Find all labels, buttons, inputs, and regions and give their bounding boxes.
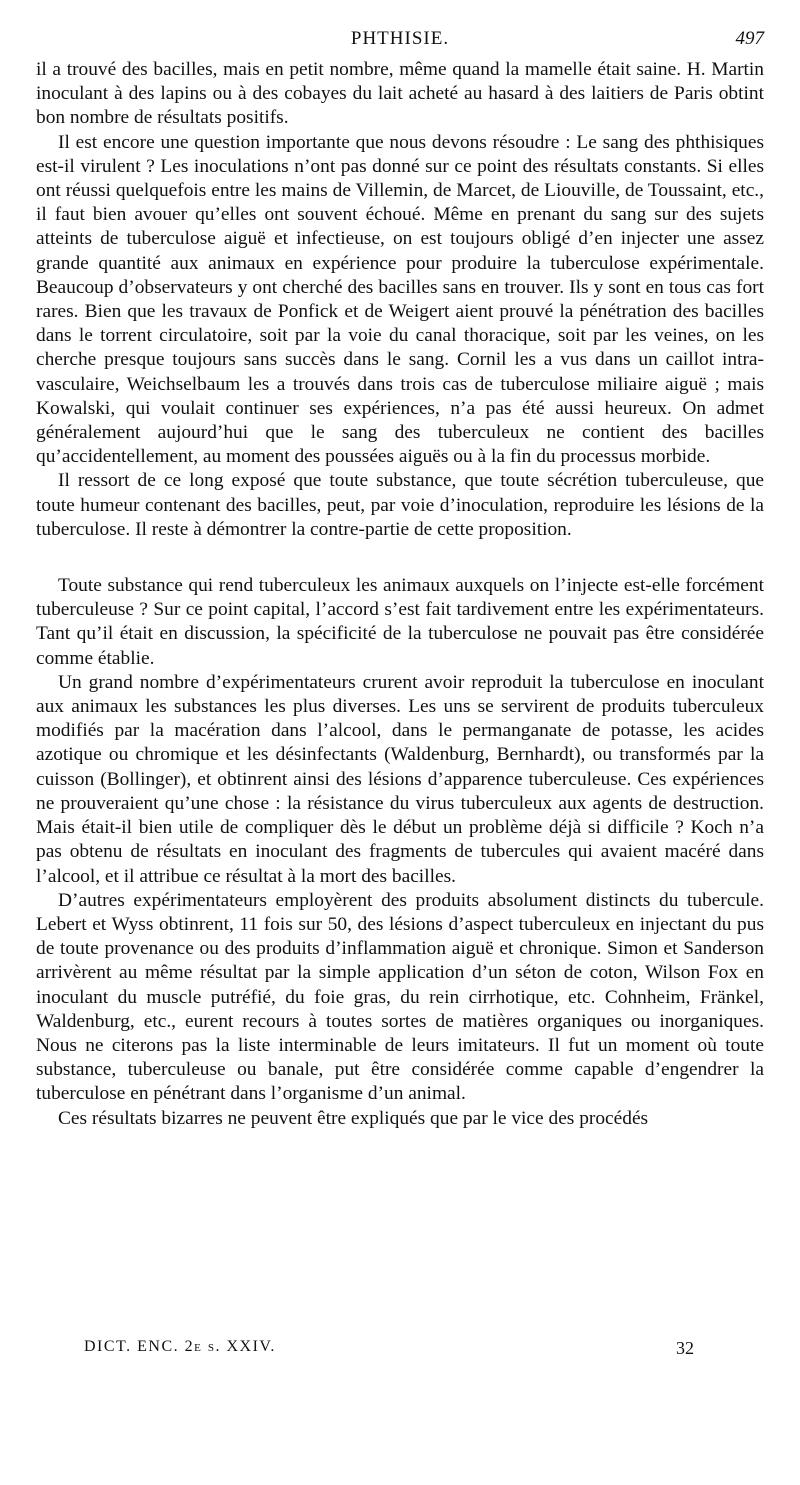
sheet-number: 32 <box>676 1338 694 1358</box>
printer-signature: DICT. ENC. 2e s. XXIV. <box>84 1338 276 1355</box>
paragraph-continued: il a trouvé des bacilles, mais en petit nombre, même quand la mamelle était saine. H. Martin inoculant à des lapins ou à des cobayes du lait acheté au hasard à des laitiers de Paris obtint bon nombre de résultats positifs. <box>36 59 764 129</box>
body-text <box>36 58 764 1131</box>
paragraph-blood-virulence: Il est encore une question importante que nous devons résoudre : Le sang des phthisiques est-il virulent ? Les inoculations n’ont pas donné sur ce point des résultats constants. Si elles ont réussi quelquefois entre les mains de Villemin, de Marcet, de Liouville, de Toussaint, etc., il faut bien avouer qu’elles ont souvent échoué. Même en prenant du sang sur des sujets atteints de tuberculose aiguë et infectieuse, on est toujours obligé d’en injecter une assez grande quantité aux animaux en expérience pour produire la tuberculose expérimentale. Beaucoup d’observateurs y ont cherché des bacilles sans en trouver. Ils y sont en tous cas fort rares. Bien que les travaux de Ponfick et de Weigert aient prouvé la pénétration des bacilles dans le torrent circulatoire, soit par la voie du canal thoracique, soit par les veines, on les cherche presque toujours sans succès dans le sang. Cornil les a vus dans un caillot intra-vasculaire, Weichselbaum les a trouvés dans trois cas de tuberculose miliaire aiguë ; mais Kowalski, qui voulait continuer ses expériences, n’a pas été aussi heureux. On admet généralement aujourd’hui que le sang des tuberculeux ne contient des bacilles qu’accidentellement, au moment des poussées aiguës ou à la fin du processus morbide. <box>36 131 764 468</box>
paragraph-conclusion: Il ressort de ce long exposé que toute substance, que toute sécrétion tuberculeuse, que toute humeur contenant des bacilles, peut, par voie d’inoculation, reproduire les lésions de la tuberculose. Il reste à démontrer la contre-partie de cette proposition. <box>36 470 764 540</box>
running-head <box>36 28 764 58</box>
paragraph-experimenters: Un grand nombre d’expérimentateurs crurent avoir reproduit la tuberculose en inoculant aux animaux les substances les plus diverses. Les uns se servirent de produits tuberculeux modifiés par la macération dans l’alcool, dans le permanganate de potasse, les acides azotique ou chromique et les désinfectants (Waldenburg, Bernhardt), ou transformés par la cuisson (Bollinger), et obtinrent ainsi des lésions d’apparence tuberculeuse. Ces expériences ne prouveraient qu’une chose : la résistance du virus tuberculeux aux agents de destruction. Mais était-il bien utile de compliquer dès le début un problème déjà si difficile ? Koch n’a pas obtenu de résultats en inoculant des fragments de tubercules qui avaient macéré dans l’alcool, et il attribue ce résultat à la mort des bacilles. <box>36 671 764 887</box>
paragraph-bizarre-results: Ces résultats bizarres ne peuvent être expliqués que par le vice des procédés <box>58 1107 649 1129</box>
page <box>36 28 764 1131</box>
section-gap <box>36 542 764 574</box>
paragraph-specificity-question: Toute substance qui rend tuberculeux les animaux auxquels on l’injecte est-elle forcément tuberculeuse ? Sur ce point capital, l’accord s’est fait tardivement entre les expérimentateurs. Tant qu’il était en discussion, la spécificité de la tuberculose ne pouvait pas être considérée comme établie. <box>36 575 764 669</box>
page-footer <box>84 1338 694 1362</box>
paragraph-other-experimenters: D’autres expérimentateurs employèrent des produits absolument distincts du tubercule. Lebert et Wyss obtinrent, 11 fois sur 50, des lésions d’aspect tuberculeux en injectant du pus de toute provenance ou des produits d’inflammation aiguë et chronique. Simon et Sanderson arrivèrent au même résultat par la simple application d’un séton de coton, Wilson Fox en inoculant du muscle putréfié, du foie gras, du rein cirrhotique, etc. Cohnheim, Fränkel, Waldenburg, etc., eurent recours à toutes sortes de matières organiques ou inorganiques. Nous ne citerons pas la liste interminable de leurs imitateurs. Il fut un moment où toute substance, tuberculeuse ou banale, put être considérée comme capable d’engendrer la tuberculose en pénétrant dans l’organisme d’un animal. <box>36 889 764 1105</box>
running-title: PHTHISIE. <box>350 28 450 49</box>
page-number: 497 <box>735 28 764 49</box>
